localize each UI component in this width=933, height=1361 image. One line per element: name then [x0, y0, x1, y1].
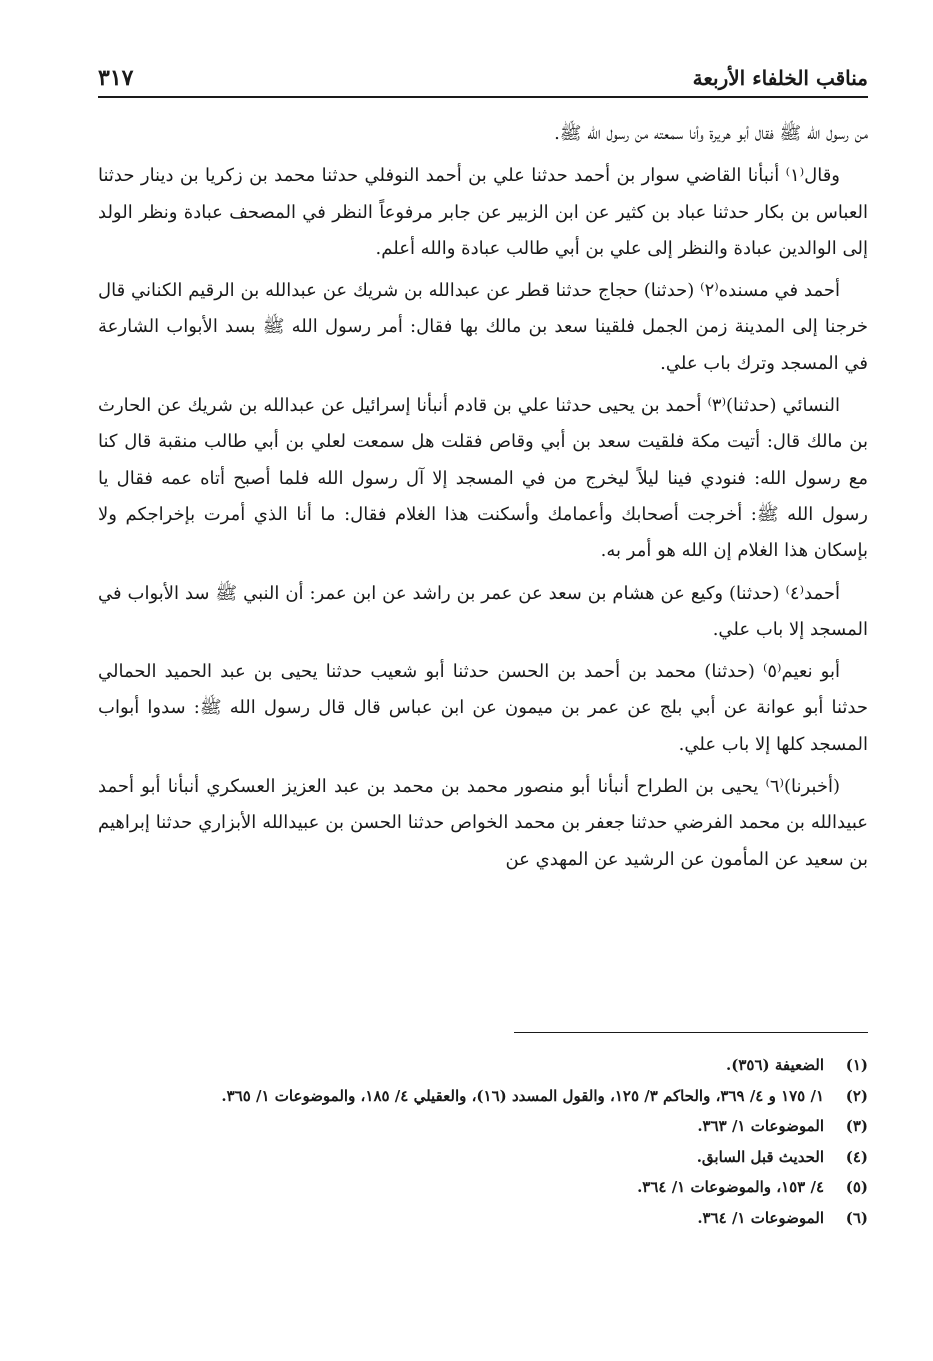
- footnote-number: (٦): [845, 1208, 868, 1227]
- page-number: ٣١٧: [98, 65, 134, 91]
- footnote-separator: [514, 1032, 868, 1033]
- footnote: [98, 1203, 868, 1234]
- paragraph: أبو نعيم⁽٥⁾ (حدثنا) محمد بن أحمد بن الحسن حدثنا أبو شعيب حدثنا يحيى بن عبد الحميد الحمالي حدثنا أبو عوانة عن أبي بلج عن عمر بن ميمون عن ابن عباس قال قال رسول الله ﷺ: سدوا أبواب المسجد كلها إلا باب علي.: [98, 661, 868, 755]
- footnote: [98, 1111, 868, 1142]
- footnote-text: ١/ ١٧٥ و ٤/ ٣٦٩، والحاكم ٣/ ١٢٥، والقول المسدد (١٦)، والعقيلي ٤/ ١٨٥، والموضوعات ١/ ٣٦٥.: [221, 1086, 824, 1105]
- footnote-text: الموضوعات ١/ ٣٦٣.: [697, 1117, 824, 1135]
- footnote-number: (٥): [845, 1178, 868, 1196]
- header-rule: [98, 96, 868, 98]
- footnote: [98, 1172, 868, 1203]
- footnote-number: (٣): [845, 1117, 868, 1135]
- footnote-text: الضعيفة (٣٥٦).: [726, 1056, 824, 1074]
- footnotes: [98, 1050, 868, 1233]
- footnote-text: الموضوعات ١/ ٣٦٤.: [697, 1208, 824, 1227]
- paragraph: (أخبرنا)⁽٦⁾ يحيى بن الطراح أنبأنا أبو منصور محمد بن محمد بن عبد العزيز العسكري أنبأنا أبو أحمد عبيدالله بن محمد الفرضي حدثنا جعفر بن محمد الخواص حدثنا الحسن بن عبيدالله الأبزاري حدثنا إبراهيم بن سعيد عن المأمون عن الرشيد عن المهدي عن: [98, 776, 868, 870]
- paragraph: وقال⁽١⁾ أنبأنا القاضي سوار بن أحمد حدثنا علي بن أحمد النوفلي حدثنا محمد بن زكريا بن دينار حدثنا العباس بن بكار حدثنا عباد بن كثير عن ابن الزبير عن جابر مرفوعاً النظر في المصحف عبادة ونظر الولد إلى الوالدين عبادة والنظر إلى علي بن أبي طالب عبادة والله أعلم.: [98, 165, 868, 259]
- footnote-text: ٤/ ١٥٣، والموضوعات ١/ ٣٦٤.: [637, 1178, 824, 1196]
- paragraph: النسائي (حدثنا)⁽٣⁾ أحمد بن يحيى حدثنا علي بن قادم أنبأنا إسرائيل عن عبدالله بن شريك عن الحارث بن مالك قال: أتيت مكة فلقيت سعد بن أبي وقاص فقلت هل سمعت لعلي بن أبي طالب منقبة قال كنا مع رسول الله: فنودي فينا ليلاً ليخرج من في المسجد إلا آل رسول الله فلما أصبح أتاه عمه فقال يا رسول الله ﷺ: أخرجت أصحابك وأعمامك وأسكنت هذا الغلام فقال: ما أنا الذي أمرت بإخراجكم ولا بإسكان هذا الغلام إن الله هو أمر به.: [98, 395, 868, 562]
- body-text: [98, 116, 868, 884]
- footnote-number: (١): [845, 1056, 868, 1074]
- book-page: [98, 50, 868, 1340]
- page-header: [98, 58, 868, 92]
- footnote: [98, 1081, 868, 1112]
- paragraph: أحمد في مسنده⁽٢⁾ (حدثنا) حجاج حدثنا قطر عن عبدالله بن شريك عن عبدالله بن الرقيم الكناني قال خرجنا إلى المدينة زمن الجمل فلقينا سعد بن مالك بها فقال: أمر رسول الله ﷺ بسد الأبواب الشارعة في المسجد وترك باب علي.: [98, 280, 868, 374]
- paragraph: من رسول الله ﷺ فقال أبو هريرة وأنا سمعته من رسول الله ﷺ.: [554, 123, 868, 144]
- footnote: [98, 1142, 868, 1173]
- running-title: مناقب الخلفاء الأربعة: [692, 66, 868, 90]
- footnote-number: (٢): [845, 1086, 868, 1105]
- paragraph: أحمد⁽٤⁾ (حدثنا) وكيع عن هشام بن سعد عن عمر بن راشد عن ابن عمر: أن النبي ﷺ سد الأبواب في المسجد إلا باب علي.: [98, 582, 868, 640]
- footnote-text: الحديث قبل السابق.: [696, 1147, 824, 1166]
- footnote: [98, 1050, 868, 1081]
- footnote-number: (٤): [845, 1147, 868, 1166]
